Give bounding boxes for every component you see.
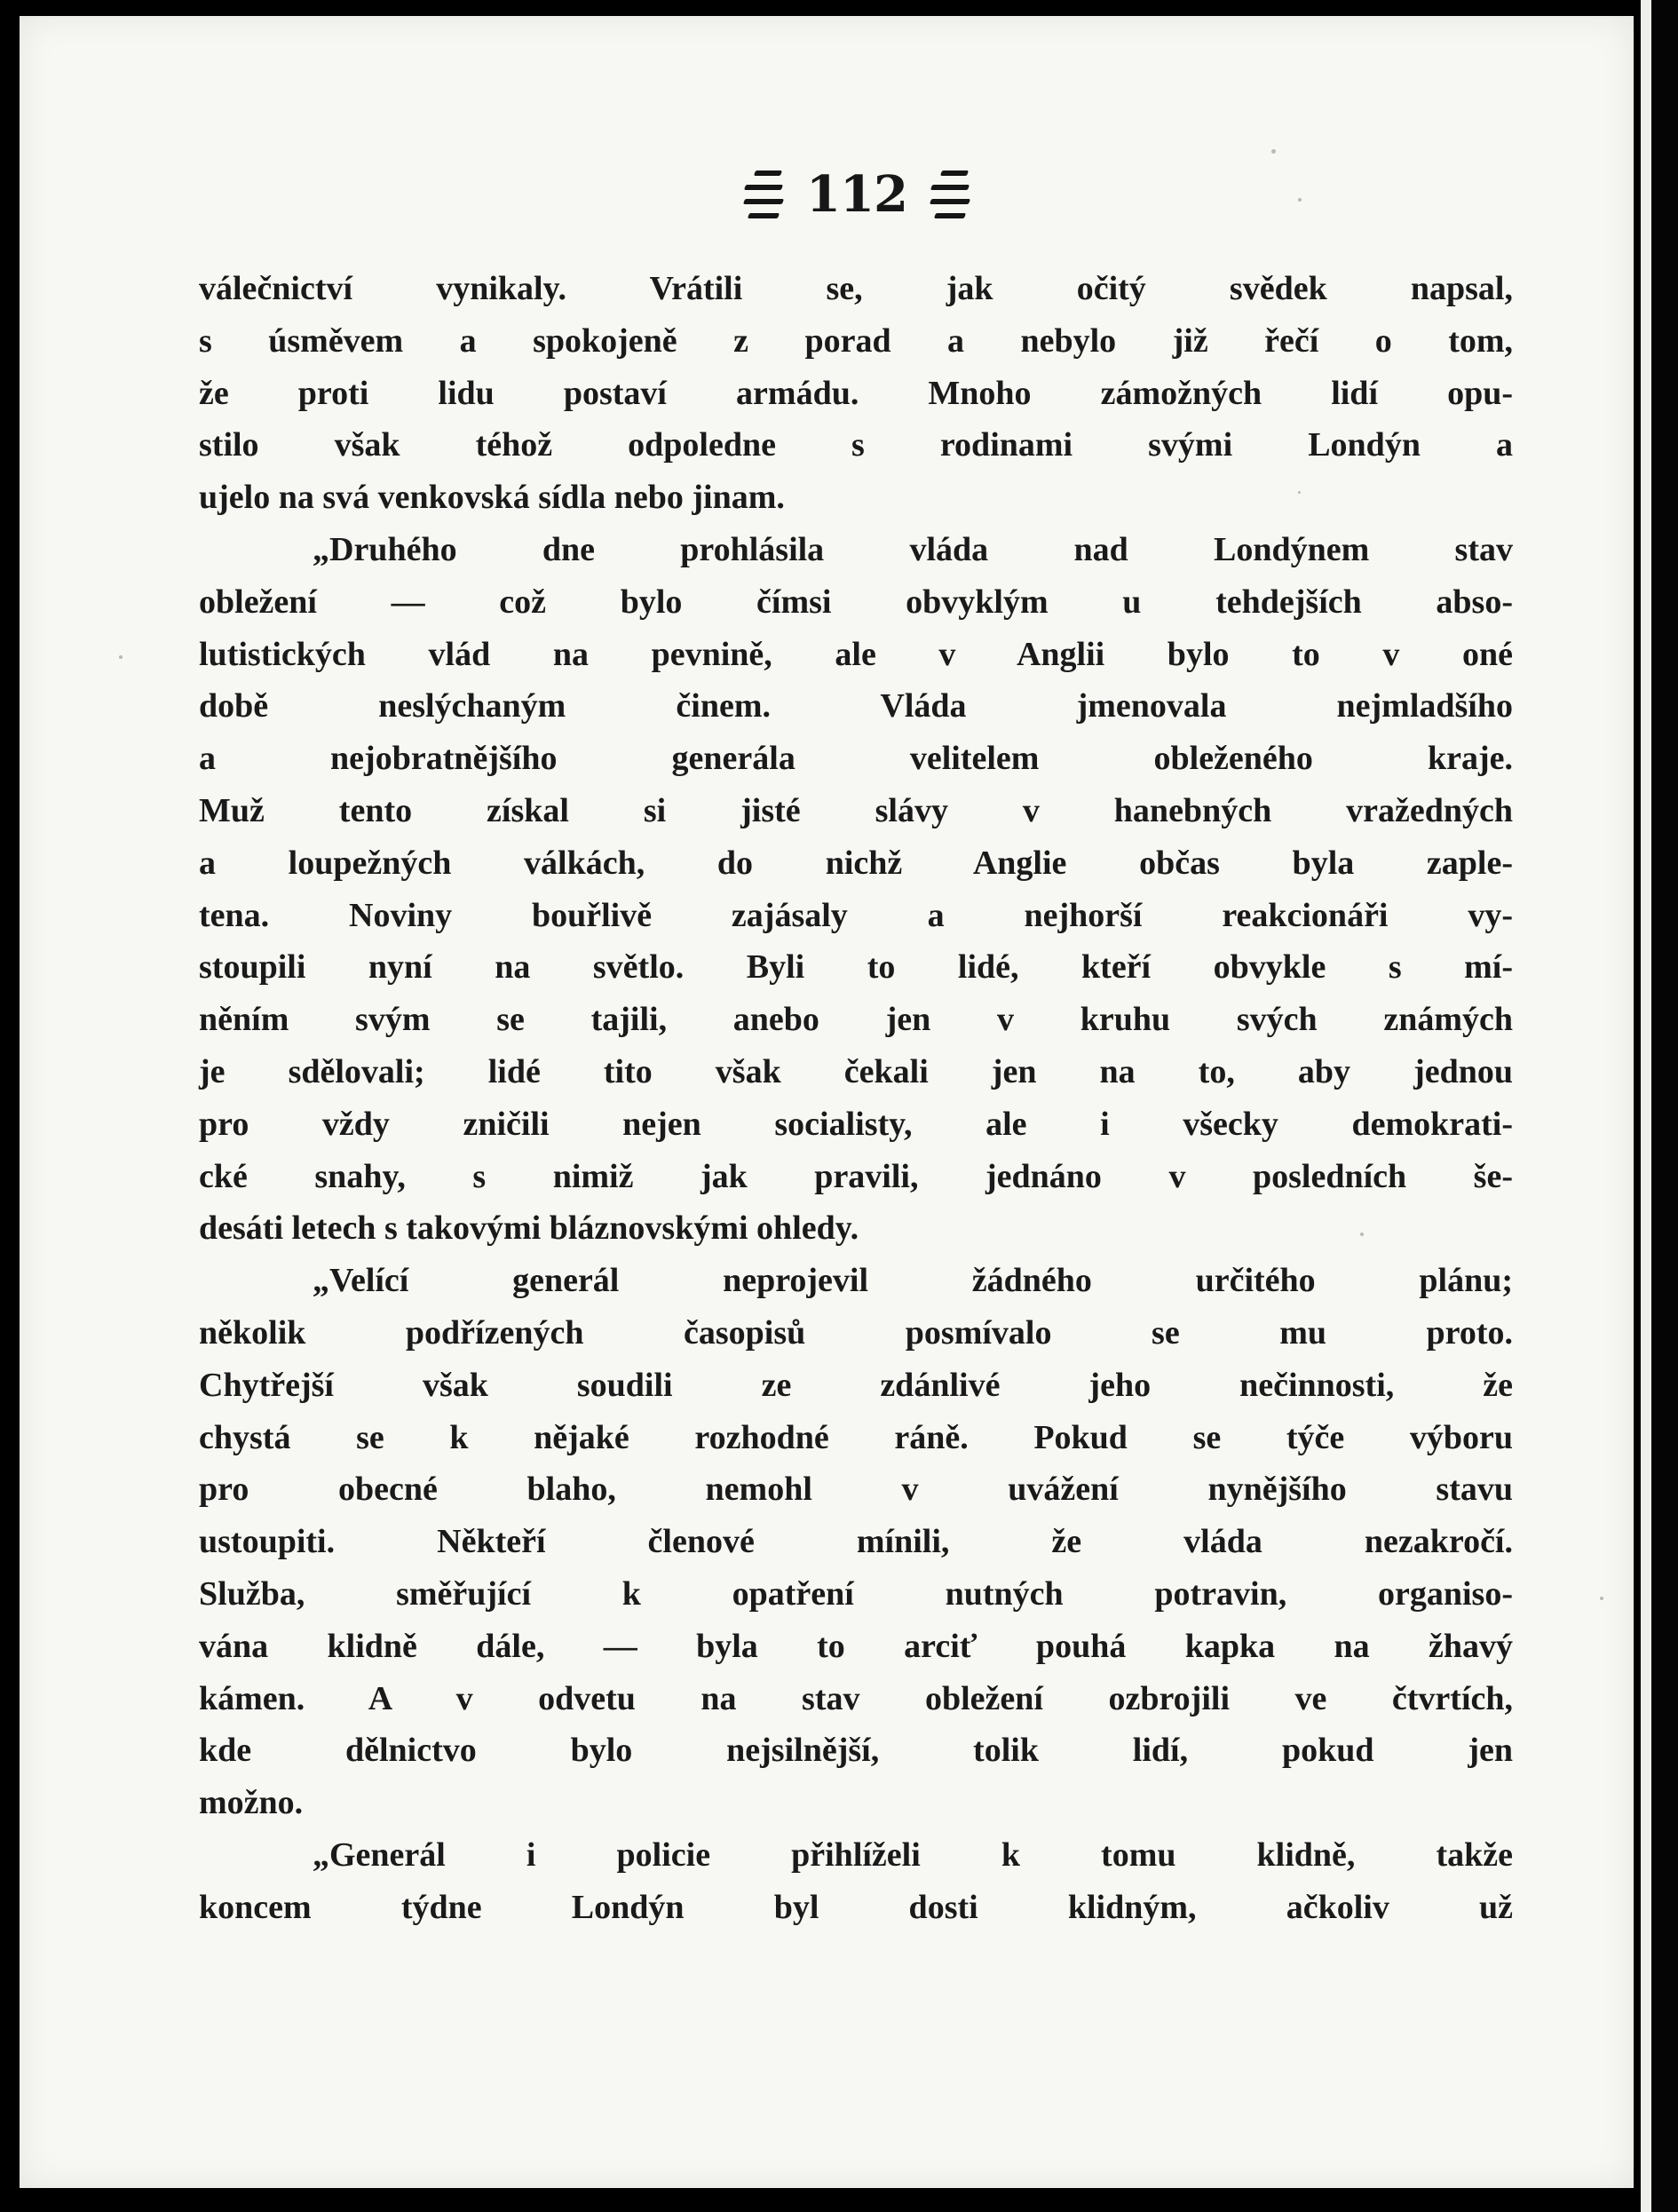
paragraph-start-line: „Druhého dne prohlásila vláda nad Londýnem stav bbox=[313, 530, 1513, 568]
right-ornament-icon bbox=[927, 170, 973, 218]
left-ornament-icon bbox=[740, 170, 787, 218]
text-line: době neslýchaným činem. Vláda jmenovala nejmladšího bbox=[199, 687, 1513, 725]
text-line: vána klidně dále, — byla to arciť pouhá kapka na žhavý bbox=[199, 1627, 1513, 1665]
text-line: koncem týdne Londýn byl dosti klidným, ačkoliv už bbox=[199, 1888, 1513, 1926]
text-line: Chytřejší však soudili ze zdánlivé jeho nečinnosti, že bbox=[199, 1366, 1513, 1404]
text-line: obležení — což bylo čímsi obvyklým u tehdejších abso- bbox=[199, 583, 1513, 621]
print-speck bbox=[1298, 198, 1302, 202]
text-line: že proti lidu postaví armádu. Mnoho zámožných lidí opu- bbox=[199, 374, 1513, 412]
paragraph-start-line: „Velící generál neprojevil žádného určitého plánu; bbox=[313, 1262, 1513, 1300]
text-line: kde dělnictvo bylo nejsilnější, tolik lidí, pokud jen bbox=[199, 1732, 1513, 1770]
text-line: s úsměvem a spokojeně z porad a nebylo již řečí o tom, bbox=[199, 321, 1513, 360]
scan-border bbox=[1651, 0, 1678, 2212]
text-line: pro vždy zničili nejen socialisty, ale i všecky demokrati- bbox=[199, 1105, 1513, 1143]
text-line: a loupežných válkách, do nichž Anglie občas byla zaple- bbox=[199, 844, 1513, 882]
text-line: Služba, směřující k opatření nutných potravin, organiso- bbox=[199, 1574, 1513, 1613]
text-line: lutistických vlád na pevnině, ale v Anglii bylo to v oné bbox=[199, 635, 1513, 673]
page-edge-strip bbox=[1641, 0, 1651, 2212]
print-speck bbox=[1271, 149, 1276, 154]
text-line: možno. bbox=[199, 1784, 304, 1822]
text-line: stoupili nyní na světlo. Byli to lidé, kteří obvykle s mí- bbox=[199, 948, 1513, 987]
text-line: pro obecné blaho, nemohl v uvážení nynějšího stavu bbox=[199, 1471, 1513, 1509]
text-line: něním svým se tajili, anebo jen v kruhu svých známých bbox=[199, 1001, 1513, 1039]
text-line: několik podřízených časopisů posmívalo se mu proto. bbox=[199, 1313, 1513, 1352]
text-line: kámen. A v odvetu na stav obležení ozbrojili ve čtvrtích, bbox=[199, 1679, 1513, 1717]
text-line: tena. Noviny bouřlivě zajásaly a nejhorší reakcionáři vy- bbox=[199, 896, 1513, 934]
text-line: cké snahy, s nimiž jak pravili, jednáno v posledních še- bbox=[199, 1157, 1513, 1195]
print-speck bbox=[119, 655, 123, 659]
paragraph-start-line: „Generál i policie přihlíželi k tomu klidně, takže bbox=[313, 1835, 1513, 1874]
page-header bbox=[728, 156, 985, 233]
text-line: Muž tento získal si jisté slávy v hanebných vražedných bbox=[199, 791, 1513, 829]
text-line: je sdělovali; lidé tito však čekali jen na to, aby jednou bbox=[199, 1052, 1513, 1090]
text-line: ujelo na svá venkovská sídla nebo jinam. bbox=[199, 479, 785, 517]
book-text bbox=[199, 263, 1513, 1932]
page-number: 112 bbox=[806, 165, 907, 224]
text-line: desáti letech s takovými bláznovskými ohledy. bbox=[199, 1209, 859, 1248]
text-line: stilo však téhož odpoledne s rodinami svými Londýn a bbox=[199, 426, 1513, 464]
text-line: válečnictví vynikaly. Vrátili se, jak očitý svědek napsal, bbox=[199, 270, 1513, 307]
text-line: a nejobratnějšího generála velitelem obleženého kraje. bbox=[199, 740, 1513, 778]
print-speck bbox=[1600, 1597, 1603, 1600]
text-line: chystá se k nějaké rozhodné ráně. Pokud se týče výboru bbox=[199, 1418, 1513, 1456]
text-line: ustoupiti. Někteří členové mínili, že vláda nezakročí. bbox=[199, 1523, 1513, 1561]
